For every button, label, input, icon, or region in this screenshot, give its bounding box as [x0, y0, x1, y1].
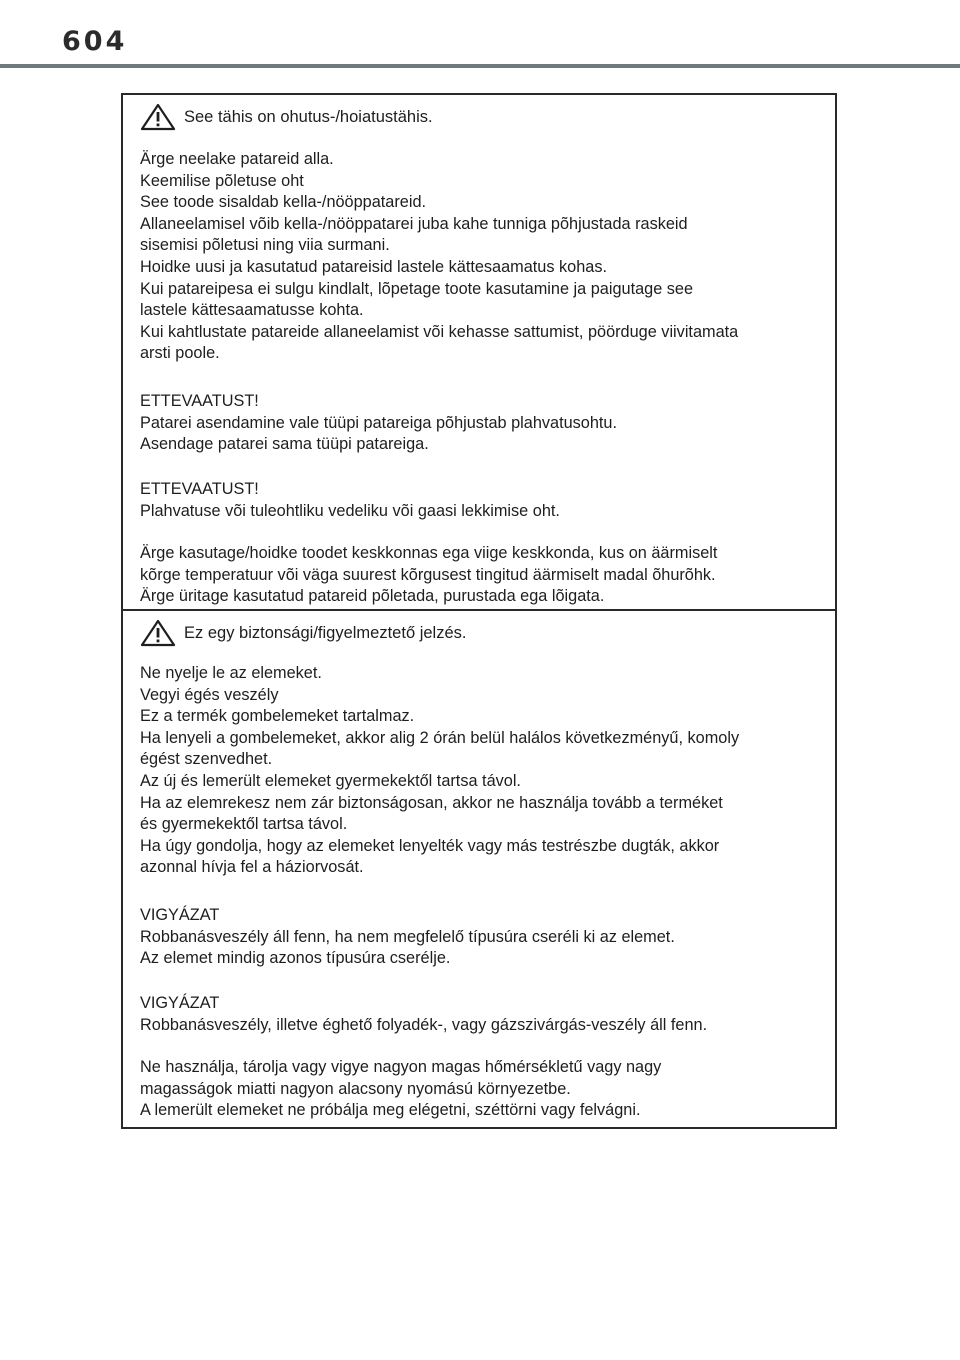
- text-line: Kui patareipesa ei sulgu kindlalt, lõpetage toote kasutamine ja paigutage see: [140, 279, 694, 298]
- estonian-block-3: [140, 479, 827, 522]
- hungarian-block-1: [140, 663, 827, 879]
- text-line: Plahvatuse või tuleohtliku vedeliku või gaasi lekkimise oht.: [140, 501, 560, 520]
- header-rule: [0, 64, 960, 68]
- text-line: arsti poole.: [140, 344, 220, 363]
- text-line: lastele kättesaamatusse kohta.: [140, 301, 364, 320]
- text-line: Ne használja, tárolja vagy vigye nagyon magas hőmérsékletű vagy nagy: [140, 1058, 662, 1076]
- caution-heading: VIGYÁZAT: [140, 994, 220, 1012]
- hungarian-block-4: [140, 1057, 827, 1122]
- text-line: Hoidke uusi ja kasutatud patareisid lastele kättesaamatus kohas.: [140, 257, 607, 276]
- estonian-block-1: [140, 149, 827, 365]
- text-line: Asendage patarei sama tüüpi patareiga.: [140, 435, 429, 454]
- text-line: Patarei asendamine vale tüüpi patareiga põhjustab plahvatusohtu.: [140, 413, 618, 432]
- warning-triangle-icon: [140, 619, 176, 647]
- hungarian-warning-label: Ez egy biztonsági/figyelmeztető jelzés.: [184, 623, 467, 642]
- text-line: Kui kahtlustate patareide allaneelamist või kehasse sattumist, pöörduge viivitamata: [140, 322, 739, 341]
- text-line: Ez a termék gombelemeket tartalmaz.: [140, 707, 415, 726]
- hungarian-warning-header: [140, 619, 466, 647]
- estonian-warning-label: See tähis on ohutus-/hoiatustähis.: [184, 107, 433, 126]
- text-line: Ha az elemrekesz nem zár biztonságosan, akkor ne használja tovább a terméket: [140, 793, 723, 812]
- text-line: Az elemet mindig azonos típusúra cserélje.: [140, 949, 451, 968]
- caution-heading: ETTEVAATUST!: [140, 392, 259, 410]
- text-line: Ärge kasutage/hoidke toodet keskkonnas ega viige keskkonda, kus on äärmiselt: [140, 544, 718, 562]
- hungarian-block-2: [140, 905, 827, 970]
- text-line: A lemerült elemeket ne próbálja meg elégetni, széttörni vagy felvágni.: [140, 1101, 641, 1120]
- text-line: Ha lenyeli a gombelemeket, akkor alig 2 órán belül halálos következményű, komoly: [140, 728, 740, 747]
- text-line: azonnal hívja fel a háziorvosát.: [140, 858, 364, 877]
- text-line: Az új és lemerült elemeket gyermekektől tartsa távol.: [140, 771, 521, 790]
- text-line: Vegyi égés veszély: [140, 685, 279, 704]
- safety-notice-box: [121, 93, 837, 1129]
- text-line: Allaneelamisel võib kella-/nööppatarei juba kahe tunniga põhjustada raskeid: [140, 214, 688, 233]
- text-line: Keemilise põletuse oht: [140, 171, 304, 190]
- estonian-section: [123, 95, 835, 611]
- text-line: Robbanásveszély áll fenn, ha nem megfelelő típusúra cseréli ki az elemet.: [140, 927, 675, 946]
- page-number: 604: [62, 26, 128, 57]
- hungarian-section: [123, 611, 835, 1127]
- text-line: és gyermekektől tartsa távol.: [140, 815, 348, 834]
- warning-triangle-icon: [140, 103, 176, 131]
- text-line: sisemisi põletusi ning viia surmani.: [140, 236, 390, 255]
- hungarian-block-3: [140, 993, 827, 1036]
- estonian-block-4: [140, 543, 827, 608]
- text-line: Ärge üritage kasutatud patareid põletada, purustada ega lõigata.: [140, 587, 605, 606]
- caution-heading: ETTEVAATUST!: [140, 480, 259, 498]
- estonian-block-2: [140, 391, 827, 456]
- text-line: kõrge temperatuur või väga suurest kõrgusest tingitud äärmiselt madal õhurõhk.: [140, 565, 716, 584]
- estonian-warning-header: [140, 103, 433, 131]
- text-line: See toode sisaldab kella-/nööppatareid.: [140, 193, 427, 212]
- text-line: Ha úgy gondolja, hogy az elemeket lenyelték vagy más testrészbe dugták, akkor: [140, 836, 720, 855]
- text-line: égést szenvedhet.: [140, 750, 273, 769]
- caution-heading: VIGYÁZAT: [140, 906, 220, 924]
- text-line: Ärge neelake patareid alla.: [140, 150, 334, 168]
- text-line: Ne nyelje le az elemeket.: [140, 664, 322, 682]
- text-line: magasságok miatti nagyon alacsony nyomású környezetbe.: [140, 1079, 571, 1098]
- text-line: Robbanásveszély, illetve éghető folyadék-, vagy gázszivárgás-veszély áll fenn.: [140, 1015, 708, 1034]
